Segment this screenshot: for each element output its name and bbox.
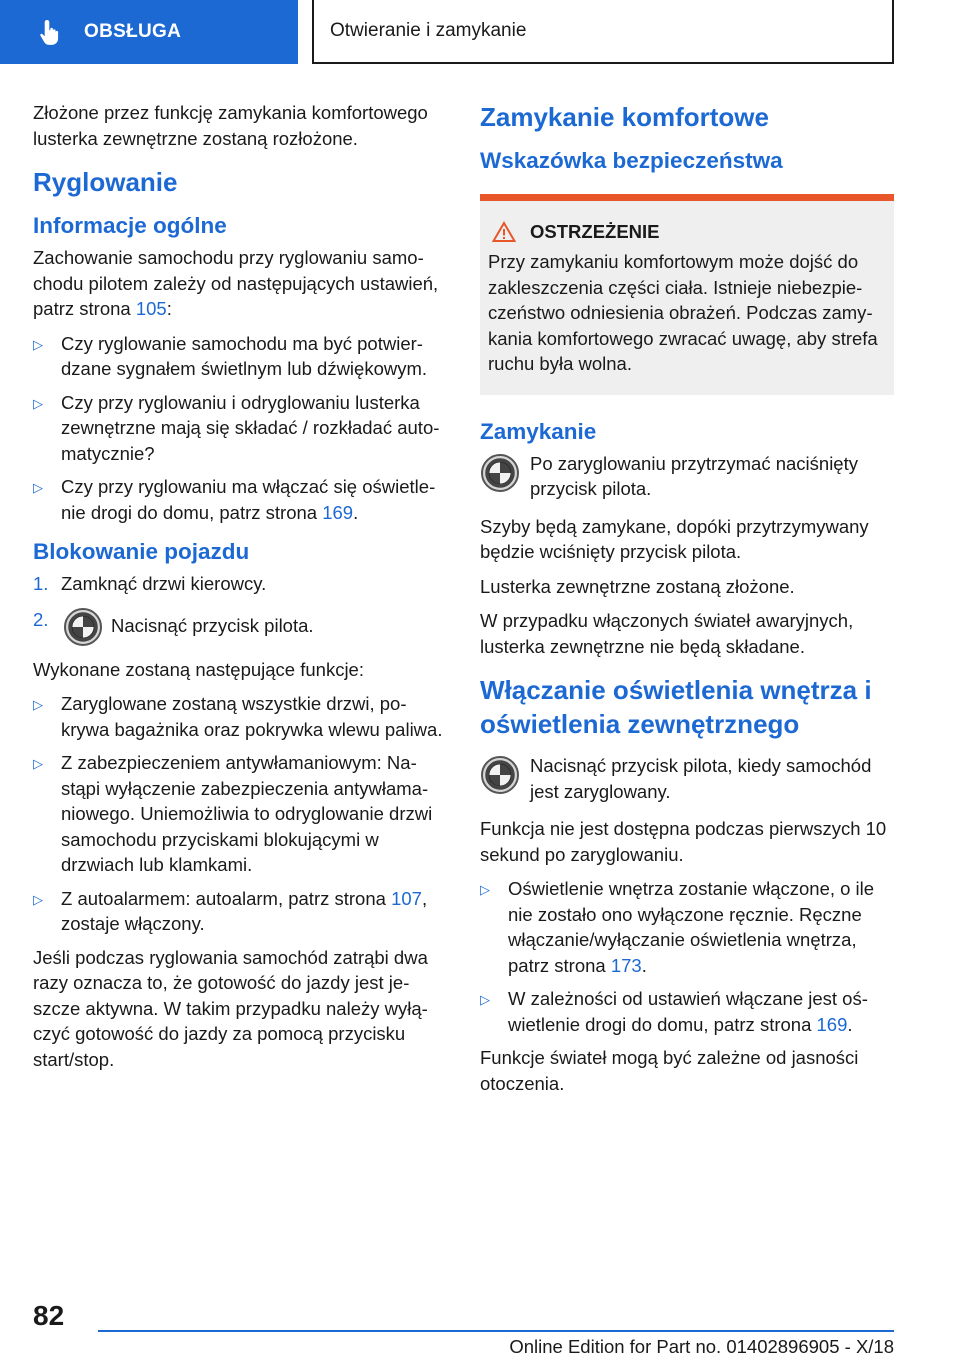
list-item	[33, 691, 448, 742]
list-item-tail: .	[847, 1013, 853, 1035]
executed-paragraph: Wykonane zostaną następujące funkcje:	[33, 658, 364, 680]
warning-title: OSTRZEŻENIE	[530, 221, 660, 242]
intro-paragraph: Złożone przez funkcję zamykania komfortowego lusterka zewnętrzne zostaną rozłożone.	[33, 102, 428, 149]
paragraph: Funkcje świateł mogą być zależne od jasności otoczenia.	[480, 1047, 859, 1094]
list-item	[33, 390, 448, 467]
info-paragraph	[33, 245, 448, 322]
right-column	[480, 100, 894, 1105]
step-item	[33, 607, 448, 647]
triangle-bullet-icon: ▷	[33, 891, 43, 907]
paragraph: W przypadku włączonych świateł awaryjnych, lusterka zewnętrzne nie będą składane.	[480, 610, 854, 657]
list-item-text: Czy przy ryglowaniu i odryglowaniu lusterka zewnętrzne mają się składać / rozkładać automatycznie?	[61, 391, 440, 464]
lighting-list	[480, 876, 894, 1037]
wlaczanie-instruction	[480, 753, 894, 804]
list-item-tail: .	[641, 954, 647, 976]
triangle-bullet-icon: ▷	[33, 336, 43, 352]
heading-zamykanie: Zamykanie	[480, 418, 597, 444]
list-item-text: Czy przy ryglowaniu ma włączać się oświetlenie drogi do domu, patrz strona	[61, 476, 436, 523]
left-column	[33, 100, 448, 1081]
list-item-text: Z autoalarmem: autoalarm, patrz strona	[61, 887, 392, 909]
triangle-bullet-icon: ▷	[480, 882, 490, 897]
warning-triangle-icon	[492, 221, 516, 243]
list-item-text: Z zabezpieczeniem antywłamaniowym: Nastąpi wyłączenie zabezpieczenia antywłamaniowego. Uniemożliwia to odryglowanie drzwi samochodu przyciskami blokującymi w drzwiach lub klamkami.	[61, 752, 433, 875]
info-text: Zachowanie samochodu przy ryglowaniu samochodu pilotem zależy od następujących ustawień, patrz strona	[33, 247, 439, 319]
triangle-bullet-icon: ▷	[33, 756, 43, 771]
page-link-105[interactable]: 105	[135, 298, 167, 319]
chapter-tab[interactable]	[312, 0, 894, 64]
heading-informacje: Informacje ogólne	[33, 213, 227, 238]
list-item-text: Zaryglowane zostaną wszystkie drzwi, pokrywa bagażnika oraz pokrywka wlewu paliwa.	[61, 693, 443, 740]
list-item	[33, 750, 448, 878]
list-item	[33, 331, 448, 382]
list-item-text: Oświetlenie wnętrza zostanie włączone, o ile nie zostało ono wyłączone ręcznie. Ręczne włączanie/wyłączanie oświetlenia wnętrza, patrz strona	[508, 878, 875, 976]
functions-list	[33, 691, 448, 937]
section-tab[interactable]	[0, 0, 298, 64]
warning-text: Przy zamykaniu komfortowym może dojść do zakleszczenia części ciała. Istnieje niebezpieczeństwo odniesienia obrażeń. Podczas zamykania komfortowego zwracać uwagę, aby strefa ruchu była wolna.	[488, 251, 878, 374]
list-item-text: W zależności od ustawień włączane jest oświetlenie drogi do domu, patrz strona	[508, 988, 868, 1035]
list-item	[33, 886, 448, 937]
list-item	[480, 876, 894, 978]
heading-wlaczanie: Włączanie oświetlenia wnętrza i oświetlenia zewnętrznego	[480, 675, 872, 739]
footer-rule	[98, 1330, 894, 1332]
page-link-169[interactable]: 169	[816, 1013, 848, 1035]
chapter-title: Otwieranie i zamykanie	[330, 20, 527, 41]
hand-pointer-icon	[36, 17, 66, 47]
list-item	[480, 986, 894, 1037]
bmw-key-button-icon	[480, 755, 520, 795]
paragraph: Lusterka zewnętrzne zostaną złożone.	[480, 575, 795, 597]
step-text: Zamknąć drzwi kierowcy.	[61, 573, 267, 594]
paragraph: Funkcja nie jest dostępna podczas pierwszych 10 sekund po zaryglowaniu.	[480, 818, 887, 865]
heading-blokowanie: Blokowanie pojazdu	[33, 539, 250, 564]
triangle-bullet-icon: ▷	[33, 480, 43, 495]
bmw-key-button-icon	[480, 453, 520, 493]
paragraph: Szyby będą zamykane, dopóki przytrzymywany będzie wciśnięty przycisk pilota.	[480, 515, 869, 562]
list-item-tail: .	[353, 501, 359, 523]
list-item-text: Czy ryglowanie samochodu ma być potwierdzane sygnałem świetlnym lub dźwiękowym.	[61, 332, 428, 379]
step-item	[33, 571, 448, 597]
closing-paragraph: Jeśli podczas ryglowania samochód zatrąbi dwa razy oznacza to, że gotowość do jazdy jest jeszcze aktywna. W takim przypadku należy wyłączyć gotowość do jazdy za pomocą przycisku start/stop.	[33, 946, 428, 1070]
instruction-text: Nacisnąć przycisk pilota, kiedy samochód jest zaryglowany.	[530, 755, 872, 802]
warning-box	[480, 201, 894, 395]
footer-edition: Online Edition for Part no. 01402896905 - X/18	[509, 1336, 894, 1357]
warning-rule	[480, 194, 894, 201]
step-number: 2.	[33, 608, 49, 630]
list-item-tail: , zostaje włączony.	[61, 887, 428, 934]
steps-list	[33, 571, 448, 647]
info-tail: :	[166, 298, 172, 319]
step-number: 1.	[33, 573, 49, 594]
triangle-bullet-icon: ▷	[33, 697, 43, 712]
zamykanie-instruction	[480, 451, 894, 502]
warning-header	[488, 221, 886, 243]
heading-ryglowanie: Ryglowanie	[33, 167, 178, 197]
heading-zamykanie-komfortowe: Zamykanie komfortowe	[480, 102, 769, 132]
list-item	[33, 474, 448, 525]
triangle-bullet-icon: ▷	[33, 395, 43, 411]
page-link-173[interactable]: 173	[610, 954, 642, 976]
page-link-169[interactable]: 169	[322, 501, 354, 523]
step-text: Nacisnąć przycisk pilota.	[111, 614, 314, 636]
section-title: OBSŁUGA	[84, 21, 182, 42]
triangle-bullet-icon: ▷	[480, 992, 490, 1007]
page-link-107[interactable]: 107	[391, 887, 422, 909]
bmw-key-button-icon	[63, 607, 103, 647]
heading-wskazowka: Wskazówka bezpieczeństwa	[480, 148, 783, 173]
page-number: 82	[33, 1300, 65, 1331]
instruction-text: Po zaryglowaniu przytrzymać naciśnięty przycisk pilota.	[530, 452, 858, 499]
settings-list	[33, 331, 448, 526]
